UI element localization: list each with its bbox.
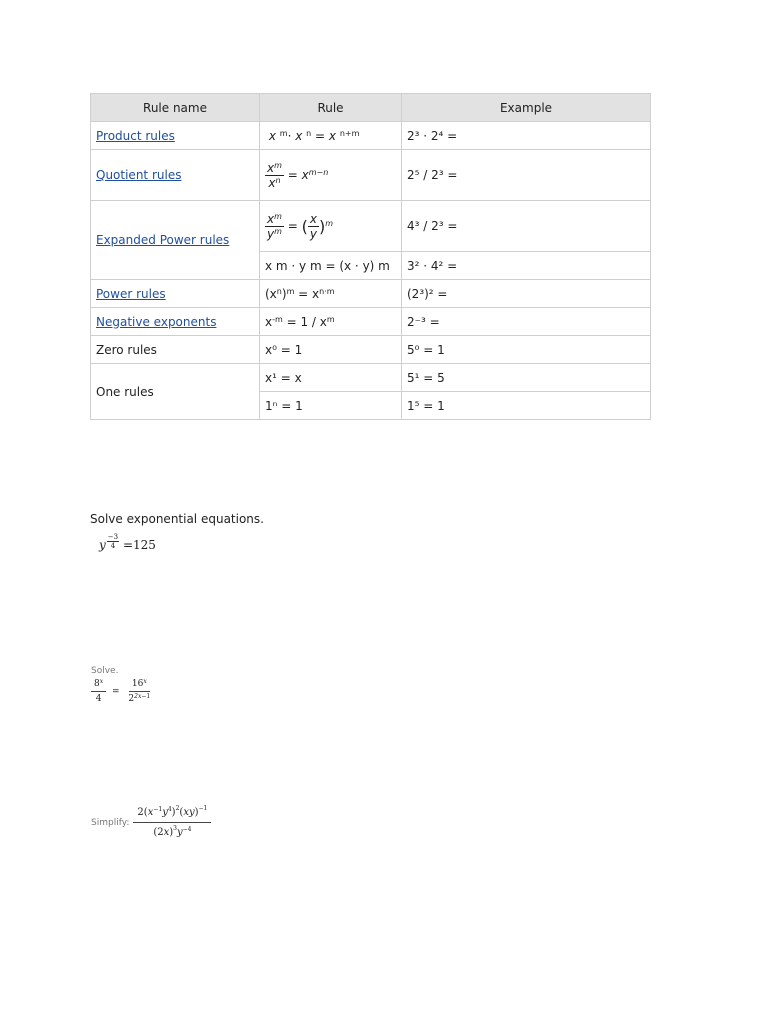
table-header-row [91, 94, 651, 122]
table-row [91, 336, 651, 364]
header-example: Example [402, 94, 651, 122]
power-rule-example: (2³)² = [402, 280, 651, 308]
zero-rules-label: Zero rules [91, 336, 260, 364]
zero-rule-example: 5⁰ = 1 [402, 336, 651, 364]
negative-exponents-link[interactable]: Negative exponents [96, 314, 217, 329]
expanded-power-rules-link[interactable]: Expanded Power rules [96, 233, 230, 247]
problem-2-equation: $\frac{8^x}{4}$ = $\frac{16^x}{2^{2x-1}}$ [91, 677, 153, 706]
power-rule-formula: $(x^n)^m = x^{n\cdot m}$ [260, 280, 402, 308]
exponent-rules-table [90, 93, 651, 420]
expanded-power-rule-formula-1: $\frac{x^m}{y^m}$ = ( $\frac{x}{y}$ )$^m$ [260, 201, 402, 252]
one-rule-formula-2: 1ⁿ = 1 [260, 392, 402, 420]
section-heading: Solve exponential equations. [90, 512, 264, 526]
header-rule-name: Rule name [91, 94, 260, 122]
quotient-rules-link[interactable]: Quotient rules [96, 168, 182, 182]
table-row [91, 308, 651, 336]
power-rules-link[interactable]: Power rules [96, 286, 166, 301]
product-rules-link[interactable]: Product rules [96, 128, 175, 143]
product-rule-formula: x $^m$· x $^n$ = x $^{n+m}$ [260, 122, 402, 150]
quotient-rule-example: 2⁵ / 2³ = [402, 150, 651, 201]
zero-rule-formula: x⁰ = 1 [260, 336, 402, 364]
problem-2-label: Solve. [91, 666, 119, 676]
problem-3-expression: $2(x^{-1}y^4)^2(xy)^{-1}$ $(2x)^3y^{-4}$ [133, 806, 211, 840]
table-row [91, 122, 651, 150]
product-rule-example: 2³ · 2⁴ = [402, 122, 651, 150]
table-row [91, 201, 651, 252]
negative-exponent-example: 2⁻³ = [402, 308, 651, 336]
problem-3 [91, 806, 211, 840]
one-rule-example-2: 1⁵ = 1 [402, 392, 651, 420]
expanded-power-rule-example-1: 4³ / 2³ = [402, 201, 651, 252]
expanded-power-rule-formula-2: x m · y m = (x · y) m [260, 252, 402, 280]
one-rule-example-1: 5¹ = 5 [402, 364, 651, 392]
problem-3-label: Simplify: [91, 818, 130, 828]
table-row [91, 280, 651, 308]
table-row [91, 150, 651, 201]
problem-1-equation: y $\frac{-3}{4}$ =125 [99, 533, 156, 552]
negative-exponent-formula: $x^{-m} = 1 / x^m$ [260, 308, 402, 336]
one-rule-formula-1: x¹ = x [260, 364, 402, 392]
table-row [91, 364, 651, 392]
quotient-rule-formula: $\frac{x^m}{x^n}$ = $x^{m-n}$ [260, 150, 402, 201]
problem-2 [91, 666, 153, 706]
one-rules-label: One rules [91, 364, 260, 420]
expanded-power-rule-example-2: 3² · 4² = [402, 252, 651, 280]
header-rule: Rule [260, 94, 402, 122]
